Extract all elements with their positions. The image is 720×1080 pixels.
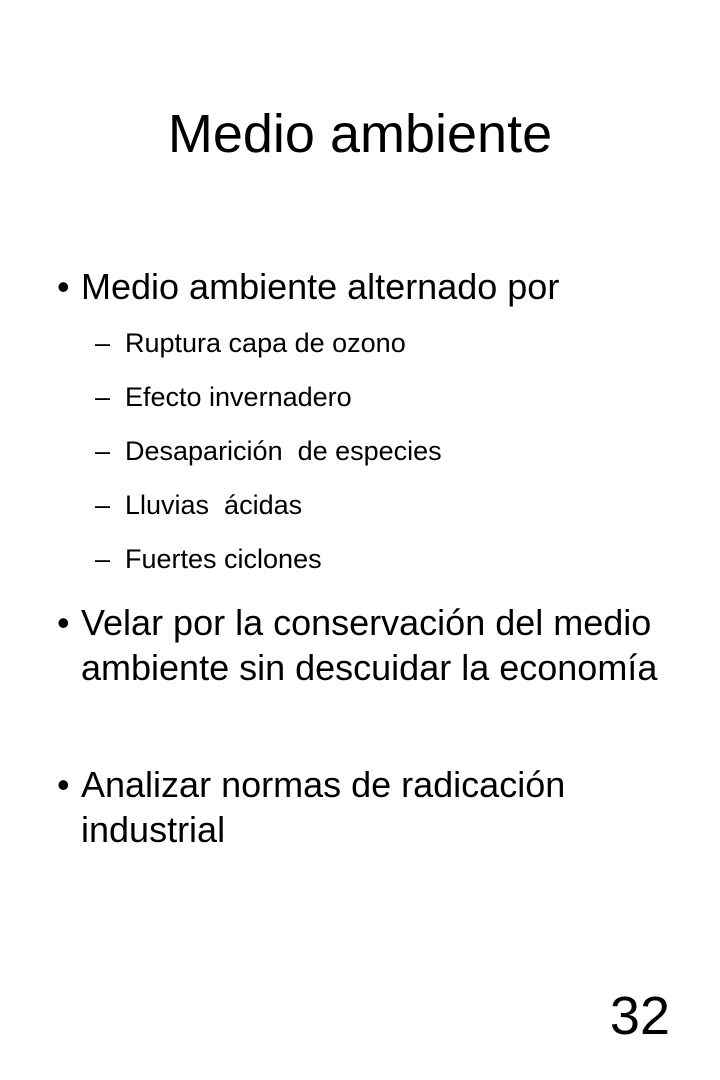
page-number: 32 (609, 986, 670, 1046)
sub-item-text: Ruptura capa de ozono (125, 328, 406, 358)
sub-marker: – (95, 328, 111, 358)
sub-item (95, 326, 675, 360)
bullet-item (57, 762, 677, 852)
sub-item (95, 542, 675, 576)
bullet-item (57, 600, 677, 690)
sub-marker: – (95, 544, 111, 574)
sub-item-text: Desaparición de especies (125, 436, 442, 466)
bullet-text: Analizar normas de radicación industrial (81, 764, 566, 850)
bullet-text: Medio ambiente alternado por (81, 266, 560, 307)
bullet-text: Velar por la conservación del medio ambiente sin descuidar la economía (81, 602, 658, 688)
slide-title: Medio ambiente (167, 104, 553, 164)
sub-item-text: Fuertes ciclones (125, 544, 322, 574)
sub-marker: – (95, 382, 111, 412)
bullet-item (57, 264, 677, 309)
sub-item-text: Efecto invernadero (125, 382, 352, 412)
bullet-marker: • (57, 764, 70, 805)
bullet-marker: • (57, 602, 70, 643)
sub-item-text: Lluvias ácidas (125, 490, 303, 520)
sub-item (95, 380, 675, 414)
bullet-marker: • (57, 266, 70, 307)
sub-marker: – (95, 436, 111, 466)
sub-marker: – (95, 490, 111, 520)
sub-item (95, 434, 675, 468)
sub-item (95, 488, 675, 522)
